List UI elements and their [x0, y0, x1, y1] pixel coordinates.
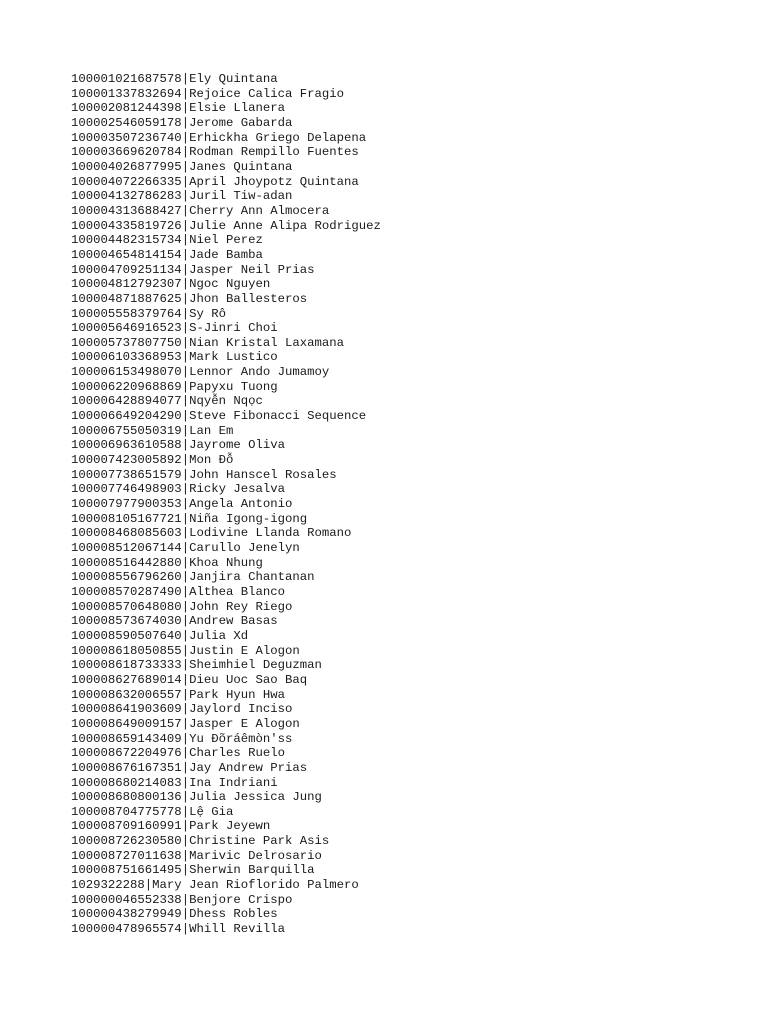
document-line: 100006220968869|Papyxu Tuong	[71, 379, 278, 394]
document-line: 100004026877995|Janes Quintana	[71, 159, 293, 174]
document-line: 100004072266335|April Jhoypotz Quintana	[71, 174, 359, 189]
document-line: 100008556796260|Janjira Chantanan	[71, 570, 315, 585]
document-line: 100000046552338|Benjore Crispo	[71, 892, 293, 907]
document-line: 100005646916523|S-Jinri Choi	[71, 321, 278, 336]
document-line: 100008573674030|Andrew Basas	[71, 614, 278, 629]
document-line: 100008570287490|Althea Blanco	[71, 584, 286, 599]
document-line: 100008709160991|Park Jeyewn	[71, 819, 271, 834]
document-line: 100004335819726|Julie Anne Alipa Rodriguez	[71, 218, 381, 233]
document-line: 100004812792307|Ngoc Nguyen	[71, 277, 271, 292]
document-line: 100006649204290|Steve Fibonacci Sequence	[71, 409, 367, 424]
document-line: 100008680800136|Julia Jessica Jung	[71, 790, 322, 805]
document-line: 100004654814154|Jade Bamba	[71, 247, 263, 262]
document-line: 100008590507640|Julia Xd	[71, 628, 249, 643]
document-line: 100008618733333|Sheimhiel Deguzman	[71, 658, 322, 673]
document-line: 100008105167721|Niña Igong-igong	[71, 511, 308, 526]
document-line: 100007738651579|John Hanscel Rosales	[71, 467, 337, 482]
document-line: 1029322288|Mary Jean Rioflorido Palmero	[71, 878, 359, 893]
document-line: 100008512067144|Carullo Jenelyn	[71, 541, 300, 555]
document-line: 100007746498903|Ricky Jesalva	[71, 482, 286, 497]
document-line: 100008570648080|John Rey Riego	[71, 599, 293, 614]
document-line: 100003507236740|Erhickha Griego Delapena	[71, 130, 367, 145]
document-line: 100001021687578|Ely Quintana	[71, 72, 278, 86]
document-line: 100004132786283|Juril Tiw-adan	[71, 189, 293, 204]
document-line: 100006103368953|Mark Lustico	[71, 350, 278, 365]
document-line: 100005558379764|Sy Rô	[71, 306, 226, 321]
document-line: 100008680214083|Ina Indriani	[71, 775, 278, 790]
document-line: 100005737807750|Nian Kristal Laxamana	[71, 335, 345, 350]
document-line: 100008468085603|Lodivine Llanda Romano	[71, 526, 352, 541]
document-line: 100006153498070|Lennor Ando Jumamoy	[71, 365, 330, 380]
document-line: 100001337832694|Rejoice Calica Fragio	[71, 86, 345, 101]
document-line: 100002081244398|Elsie Llanera	[71, 101, 286, 116]
document-line: 100006963610588|Jayrome Oliva	[71, 438, 286, 453]
document-text-block	[71, 72, 381, 937]
document-line: 100008641903609|Jaylord Inciso	[71, 702, 293, 717]
document-line: 100007423005892|Mon Đỗ	[71, 453, 234, 468]
document-line: 100002546059178|Jerome Gabarda	[71, 115, 293, 130]
document-line: 100008727011638|Marivic Delrosario	[71, 848, 322, 863]
document-line: 100008672204976|Charles Ruelo	[71, 746, 286, 761]
document-line: 100004313688427|Cherry Ann Almocera	[71, 203, 330, 218]
document-line: 100008659143409|Yu Ðõráêmòn'ss	[71, 731, 293, 746]
document-line: 100008704775778|Lệ Gia	[71, 804, 234, 819]
document-line: 100004709251134|Jasper Neil Prias	[71, 262, 315, 277]
document-line: 100000438279949|Dhess Robles	[71, 907, 278, 922]
document-line: 100008726230580|Christine Park Asis	[71, 834, 330, 849]
document-line: 100008618050855|Justin E Alogon	[71, 643, 300, 658]
document-line: 100003669620784|Rodman Rempillo Fuentes	[71, 145, 359, 160]
document-line: 100008627689014|Dieu Uoc Sao Baq	[71, 672, 308, 687]
document-line: 100008751661495|Sherwin Barquilla	[71, 863, 315, 878]
document-line: 100000478965574|Whill Revilla	[71, 922, 286, 937]
document-line: 100006755050319|Lan Em	[71, 423, 234, 438]
document-line: 100006428894077|Nqyễn Nqọc	[71, 394, 263, 409]
document-line: 100008632006557|Park Hyun Hwa	[71, 687, 286, 702]
document-line: 100008676167351|Jay Andrew Prias	[71, 760, 308, 775]
document-line: 100004482315734|Niel Perez	[71, 233, 263, 248]
document-line: 100008516442880|Khoa Nhung	[71, 555, 263, 570]
document-line: 100007977900353|Angela Antonio	[71, 497, 293, 512]
document-line: 100004871887625|Jhon Ballesteros	[71, 291, 308, 306]
document-line: 100008649009157|Jasper E Alogon	[71, 716, 300, 731]
